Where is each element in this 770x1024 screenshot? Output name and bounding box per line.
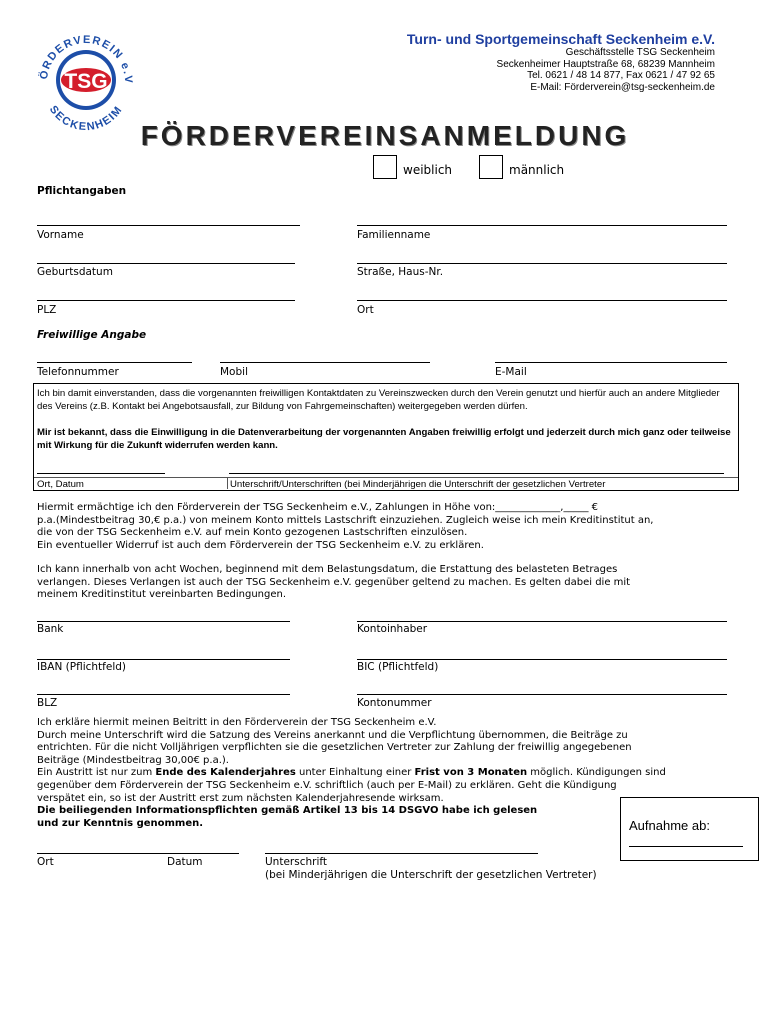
final-date-field[interactable] bbox=[37, 853, 239, 854]
logo-ring-bottom-text: SECKENHEIM bbox=[46, 103, 126, 134]
tsg-logo bbox=[30, 22, 142, 134]
city-label: Ort bbox=[357, 304, 374, 316]
sepa-mandate-line-2: p.a.(Mindestbeitrag 30,€ p.a.) von meinem Konto mittels Lastschrift einzuziehen. Zugleich weise ich mein Kreditinstitut an, bbox=[37, 514, 654, 526]
sepa-mandate-line-1: Hiermit ermächtige ich den Förderverein der TSG Seckenheim e.V., Zahlungen in Höhe von:_____________,_____ € bbox=[37, 502, 599, 513]
consent-box bbox=[33, 383, 739, 491]
tsg-logo-graphic bbox=[30, 22, 142, 134]
consent-text: Ich bin damit einverstanden, dass die vorgenannten freiwilligen Kontaktdaten zu Vereinszwecken durch den Verein genutzt und hierfür auch an andere Mitglieder des Vereins (z.B. Kontakt bei Angebotsausfall, zur Bildung von Fahrgemeinschaften) weitergegeben werden dürfen. bbox=[37, 388, 720, 412]
birthdate-label: Geburtsdatum bbox=[37, 266, 113, 278]
final-signature-label: Unterschrift bbox=[265, 856, 327, 868]
consent-date-label: Ort, Datum bbox=[37, 479, 84, 490]
mandatory-heading: Pflichtangaben bbox=[37, 185, 127, 197]
office-address: Seckenheimer Hauptstraße 68, 68239 Mannheim bbox=[496, 58, 715, 70]
admission-box bbox=[620, 797, 759, 861]
bic-field[interactable] bbox=[357, 659, 727, 660]
first-name-label: Vorname bbox=[37, 229, 84, 241]
termination-end-of-year: Ende des Kalenderjahres bbox=[155, 767, 296, 779]
city-field[interactable] bbox=[357, 300, 727, 301]
account-holder-label: Kontoinhaber bbox=[357, 623, 428, 635]
logo-ring-top-text: ÖRDERVEREIN e.V bbox=[37, 33, 135, 84]
bank-label: Bank bbox=[37, 623, 64, 635]
final-signature-note: (bei Minderjährigen die Unterschrift der gesetzlichen Vertreter) bbox=[265, 869, 597, 881]
termination-notice-period: Frist von 3 Monaten bbox=[414, 767, 528, 779]
logo-center-text: TSG bbox=[64, 70, 108, 93]
zip-label: PLZ bbox=[37, 304, 57, 316]
gdpr-line-2: und zur Kenntnis genommen. bbox=[37, 817, 204, 829]
sepa-mandate-line-4: Ein eventueller Widerruf ist auch dem Förderverein der TSG Seckenheim e.V. zu erklären. bbox=[37, 539, 484, 551]
mobile-label: Mobil bbox=[220, 366, 248, 378]
consent-signature-label: Unterschrift/Unterschriften (bei Minderjährigen die Unterschrift der gesetzlichen Vertreter bbox=[230, 479, 606, 490]
optional-heading: Freiwillige Angabe bbox=[37, 329, 147, 341]
zip-field[interactable] bbox=[37, 300, 295, 301]
account-number-field[interactable] bbox=[357, 694, 727, 695]
account-number-label: Kontonummer bbox=[357, 697, 432, 709]
form-title: FÖRDERVEREINSANMELDUNG bbox=[140, 120, 630, 151]
male-label: männlich bbox=[509, 163, 565, 177]
mobile-field[interactable] bbox=[220, 362, 430, 363]
iban-field[interactable] bbox=[37, 659, 290, 660]
gdpr-line-1: Die beiliegenden Informationspflichten gemäß Artikel 13 bis 14 DSGVO habe ich gelesen bbox=[37, 805, 538, 817]
male-checkbox[interactable] bbox=[479, 155, 503, 179]
declaration-line-5 bbox=[37, 767, 737, 780]
refund-line-2: verlangen. Dieses Verlangen ist auch der TSG Seckenheim e.V. gegenüber geltend zu machen. Es gelten dabei die mit bbox=[37, 576, 631, 588]
consent-signature-field[interactable] bbox=[229, 473, 724, 474]
blz-label: BLZ bbox=[37, 697, 58, 709]
declaration-line-4: Beiträge (Mindestbeitrag 30,00€ p.a.). bbox=[37, 754, 229, 766]
admission-date-field[interactable] bbox=[629, 846, 743, 847]
female-checkbox[interactable] bbox=[373, 155, 397, 179]
female-label: weiblich bbox=[403, 163, 453, 177]
final-date-label: Datum bbox=[167, 856, 203, 868]
email-label: E-Mail bbox=[495, 366, 527, 378]
declaration-line-7: verspätet ein, so ist der Austritt erst zum nächsten Kalenderjahresende wirksam. bbox=[37, 792, 444, 804]
blz-field[interactable] bbox=[37, 694, 290, 695]
declaration-line-2: Durch meine Unterschrift wird die Satzung des Vereins anerkannt und die Verpflichtung übernommen, die Beiträge zu bbox=[37, 729, 628, 741]
birthdate-field[interactable] bbox=[37, 263, 295, 264]
final-signature-field[interactable] bbox=[265, 853, 538, 854]
phone-field[interactable] bbox=[37, 362, 192, 363]
sepa-mandate-line-3: die von der TSG Seckenheim e.V. auf mein Konto gezogenen Lastschriften einzulösen. bbox=[37, 527, 468, 539]
club-name: Turn- und Sportgemeinschaft Seckenheim e.V. bbox=[406, 31, 715, 47]
email-field[interactable] bbox=[495, 362, 727, 363]
office-phone: Tel. 0621 / 48 14 877, Fax 0621 / 47 92 65 bbox=[527, 70, 715, 81]
office-email: E-Mail: Förderverein@tsg-seckenheim.de bbox=[530, 81, 715, 93]
street-field[interactable] bbox=[357, 263, 727, 264]
account-holder-field[interactable] bbox=[357, 621, 727, 622]
declaration-line-6: gegenüber dem Förderverein der TSG Seckenheim e.V. schriftlich (auch per E-Mail) zu erklären. Geht die Kündigung bbox=[37, 780, 617, 791]
final-place-label: Ort bbox=[37, 856, 54, 868]
withdrawal-text: Mir ist bekannt, dass die Einwilligung in die Datenverarbeitung der vorgenannten Angaben freiwillig erfolgt und jederzeit durch mich ganz oder teilweise mit Wirkung für die Zukunft widerrufen werden kann. bbox=[37, 427, 731, 451]
bic-label: BIC (Pflichtfeld) bbox=[357, 661, 439, 673]
refund-line-1: Ich kann innerhalb von acht Wochen, beginnend mit dem Belastungsdatum, die Erstattung des belasteten Betrages bbox=[37, 564, 618, 575]
bank-field[interactable] bbox=[37, 621, 290, 622]
termination-text-c: möglich. Kündigungen sind bbox=[527, 767, 666, 779]
consent-separator bbox=[227, 477, 228, 489]
street-label: Straße, Haus-Nr. bbox=[357, 266, 444, 278]
first-name-field[interactable] bbox=[37, 225, 300, 226]
termination-text-a: Ein Austritt ist nur zum bbox=[37, 767, 156, 779]
iban-label: IBAN (Pflichtfeld) bbox=[37, 661, 127, 673]
declaration-line-3: entrichten. Für die nicht Volljährigen verpflichten sie die gesetzlichen Vertreter zur Zahlung der freiwillig angegebenen bbox=[37, 742, 632, 754]
last-name-label: Familienname bbox=[357, 229, 431, 241]
last-name-field[interactable] bbox=[357, 225, 727, 226]
declaration-line-1: Ich erkläre hiermit meinen Beitritt in den Förderverein der TSG Seckenheim e.V. bbox=[37, 717, 437, 728]
consent-date-field[interactable] bbox=[37, 473, 165, 474]
termination-text-b: unter Einhaltung einer bbox=[295, 767, 415, 779]
office-name: Geschäftsstelle TSG Seckenheim bbox=[565, 47, 715, 58]
admission-label: Aufnahme ab: bbox=[629, 818, 710, 833]
refund-line-3: meinem Kreditinstitut vereinbarten Bedingungen. bbox=[37, 589, 287, 601]
phone-label: Telefonnummer bbox=[37, 366, 119, 378]
